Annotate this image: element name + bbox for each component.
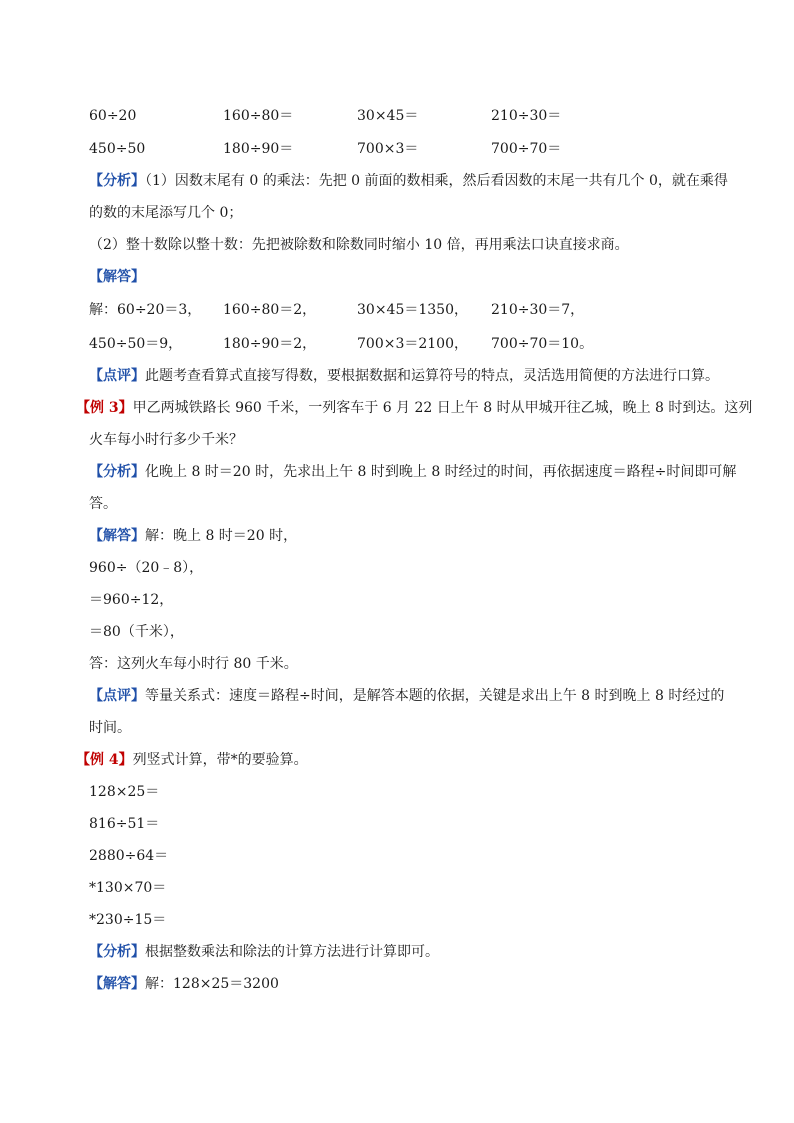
analysis-line xyxy=(89,462,736,482)
calc-item: 700×3＝ xyxy=(357,141,419,157)
answer-item: 30×45＝1350， xyxy=(357,302,468,318)
calc-item: 60÷20 xyxy=(89,108,137,124)
final-answer: 答：这列火车每小时行 80 千米。 xyxy=(89,656,298,672)
problem-item: *130×70＝ xyxy=(89,880,167,896)
analysis-text-2: （2）整十数除以整十数：先把被除数和除数同时缩小 10 倍，再用乘法口诀直接求商。 xyxy=(89,237,629,253)
comment-tag: 【点评】 xyxy=(89,368,145,384)
analysis-tag: 【分析】 xyxy=(89,464,145,480)
answer-text: 解：晚上 8 时＝20 时， xyxy=(145,528,298,544)
analysis-line xyxy=(89,171,728,191)
analysis-text: 化晚上 8 时＝20 时，先求出上午 8 时到晚上 8 时经过的时间，再依据速度＝路程÷时间即可解 xyxy=(145,464,737,480)
calc-item: 180÷90＝ xyxy=(223,141,294,157)
comment-line xyxy=(89,366,719,386)
answer-line xyxy=(89,526,297,546)
answer-text: 解：128×25＝3200 xyxy=(145,976,279,992)
solution-step: ＝80（千米）， xyxy=(89,624,184,640)
calc-item: 210÷30＝ xyxy=(491,108,562,124)
calc-row-1 xyxy=(89,106,729,126)
answer-item: 210÷30＝7， xyxy=(491,302,585,318)
problem-item: 2880÷64＝ xyxy=(89,848,169,864)
analysis-text: 根据整数乘法和除法的计算方法进行计算即可。 xyxy=(145,944,439,960)
problem-item: 128×25＝ xyxy=(89,784,160,800)
problem-item: *230÷15＝ xyxy=(89,912,167,928)
calc-item: 30×45＝ xyxy=(357,108,419,124)
answer-row-2 xyxy=(89,334,729,354)
comment-line xyxy=(89,686,724,706)
question-text: 甲乙两城铁路长 960 千米，一列客车于 6 月 22 日上午 8 时从甲城开往乙城，晚上 8 时到达。这列 xyxy=(132,400,753,416)
analysis-tag: 【分析】 xyxy=(89,944,145,960)
answer-row-1 xyxy=(89,300,729,320)
answer-tag: 【解答】 xyxy=(89,269,145,285)
example-4-tag: 【例 4】 xyxy=(76,752,133,768)
analysis-tag: 【分析】 xyxy=(89,173,145,189)
answer-item: 700÷70＝10。 xyxy=(491,336,594,352)
answer-tag: 【解答】 xyxy=(89,976,145,992)
answer-item: 700×3＝2100， xyxy=(357,336,468,352)
solution-step: ＝960÷12， xyxy=(89,592,174,608)
answer-item: 180÷90＝2， xyxy=(223,336,317,352)
answer-tag: 【解答】 xyxy=(89,528,145,544)
answer-item: 解：60÷20＝3， xyxy=(89,302,202,318)
answer-item: 160÷80＝2， xyxy=(223,302,317,318)
calc-item: 450÷50 xyxy=(89,141,146,157)
answer-line xyxy=(89,974,279,994)
problem-item: 816÷51＝ xyxy=(89,816,160,832)
example-3-question xyxy=(76,398,752,418)
analysis-text: （1）因数末尾有 0 的乘法：先把 0 前面的数相乘，然后看因数的末尾一共有几个 0，就在乘得 xyxy=(145,173,728,189)
calc-item: 160÷80＝ xyxy=(223,108,294,124)
example-4-question xyxy=(76,750,308,770)
comment-tag: 【点评】 xyxy=(89,688,145,704)
question-text-cont: 火车每小时行多少千米？ xyxy=(89,432,243,448)
answer-heading xyxy=(89,267,145,287)
question-text: 列竖式计算，带*的要验算。 xyxy=(132,752,308,768)
calc-item: 700÷70＝ xyxy=(491,141,562,157)
comment-text: 此题考查看算式直接写得数，要根据数据和运算符号的特点，灵活选用简便的方法进行口算。 xyxy=(145,368,719,384)
calc-row-2 xyxy=(89,139,729,159)
comment-text-cont: 时间。 xyxy=(89,720,131,736)
analysis-line xyxy=(89,942,439,962)
answer-item: 450÷50＝9， xyxy=(89,336,183,352)
analysis-text-cont: 答。 xyxy=(89,496,117,512)
analysis-text-cont: 的数的末尾添写几个 0； xyxy=(89,205,243,221)
solution-step: 960÷（20﹣8）， xyxy=(89,560,204,576)
comment-text: 等量关系式：速度＝路程÷时间，是解答本题的依据，关键是求出上午 8 时到晚上 8 时经过的 xyxy=(145,688,725,704)
example-3-tag: 【例 3】 xyxy=(76,400,133,416)
